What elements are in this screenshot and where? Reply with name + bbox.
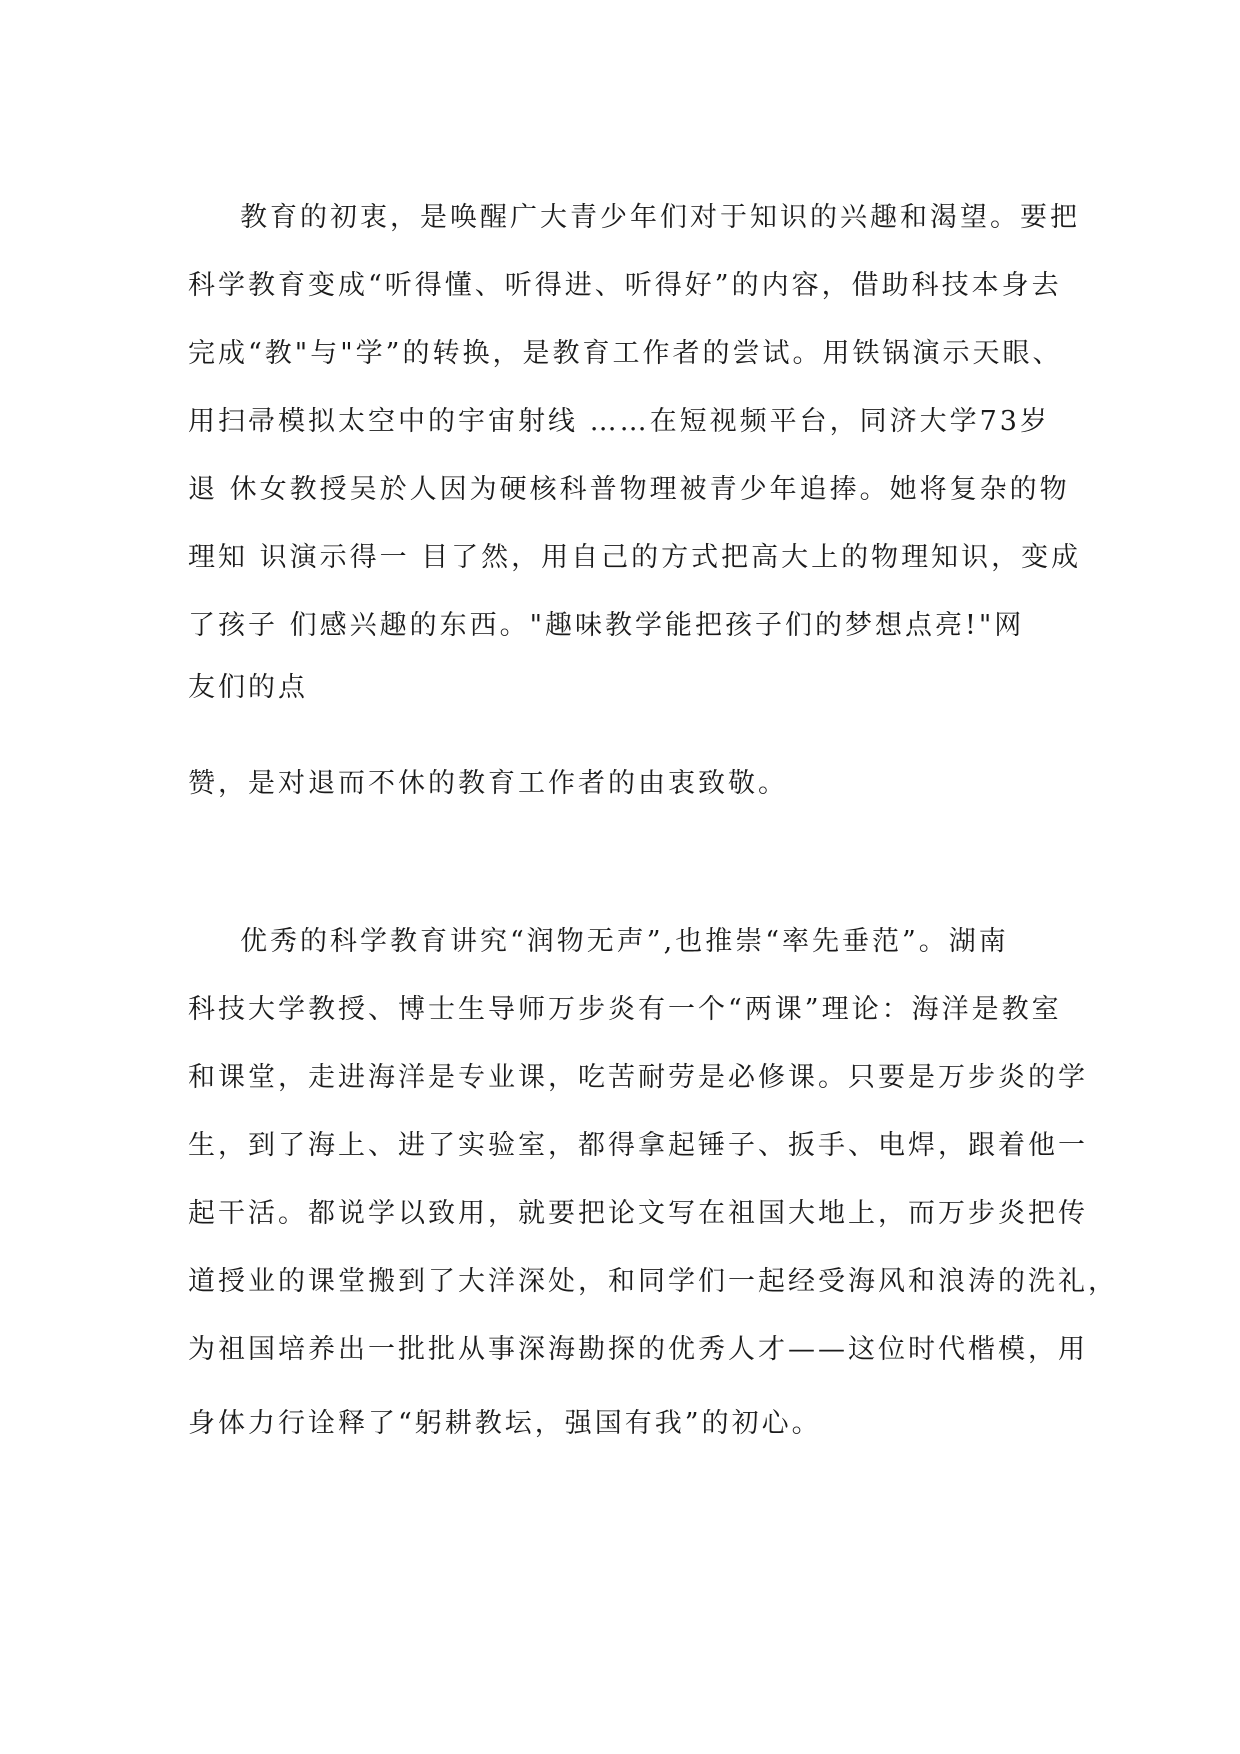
paragraph-2-line-7: 为祖国培养出一批批从事深海勘探的优秀人才——这位时代楷模，用: [188, 1334, 1088, 1365]
paragraph-2-line-1: 优秀的科学教育讲究“润物无声”,也推崇“率先垂范”。湖南: [240, 926, 1009, 957]
paragraph-1-line-5: 退 休女教授吴於人因为硬核科普物理被青少年追捧。她将复杂的物: [188, 474, 1070, 505]
paragraph-1-line-1: 教育的初衷，是唤醒广大青少年们对于知识的兴趣和渴望。要把: [240, 202, 1080, 233]
paragraph-2-line-2: 科技大学教授、博士生导师万步炎有一个“两课”理论：海洋是教室: [188, 994, 1062, 1025]
paragraph-2-line-6: 道授业的课堂搬到了大洋深处，和同学们一起经受海风和浪涛的洗礼，: [188, 1266, 1118, 1297]
paragraph-1-line-6: 理知 识演示得一 目了然，用自己的方式把高大上的物理知识，变成: [188, 542, 1082, 573]
paragraph-1-line-2: 科学教育变成“听得懂、听得进、听得好”的内容，借助科技本身去: [188, 270, 1062, 301]
paragraph-1-line-7: 了孩子 们感兴趣的东西。"趣味教学能把孩子们的梦想点亮!"网: [188, 610, 1025, 641]
paragraph-1-line-4: 用扫帚模拟太空中的宇宙射线 ……在短视频平台，同济大学73岁: [188, 406, 1050, 437]
paragraph-2-line-3: 和课堂，走进海洋是专业课，吃苦耐劳是必修课。只要是万步炎的学: [188, 1062, 1088, 1093]
paragraph-1-line-9: 赞，是对退而不休的教育工作者的由衷致敬。: [188, 768, 788, 799]
paragraph-2-line-5: 起干活。都说学以致用，就要把论文写在祖国大地上，而万步炎把传: [188, 1198, 1088, 1229]
paragraph-1-line-8: 友们的点: [188, 672, 308, 703]
paragraph-1-line-3: 完成“教"与"学”的转换，是教育工作者的尝试。用铁锅演示天眼、: [188, 338, 1063, 369]
paragraph-2-line-8: 身体力行诠释了“躬耕教坛，强国有我”的初心。: [188, 1408, 822, 1439]
paragraph-2-line-4: 生，到了海上、进了实验室，都得拿起锤子、扳手、电焊，跟着他一: [188, 1130, 1088, 1161]
